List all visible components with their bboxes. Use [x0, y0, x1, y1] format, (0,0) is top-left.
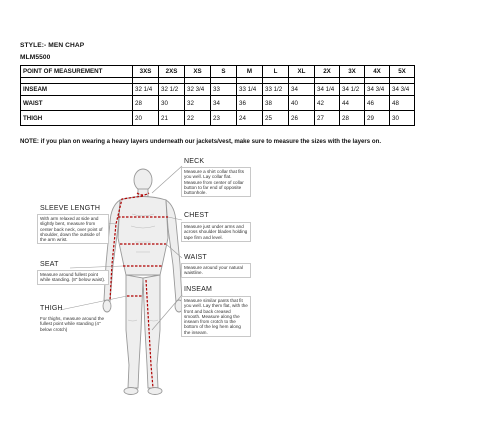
table-cell: 24 [237, 111, 263, 126]
column-header: M [237, 66, 263, 78]
seat-title: SEAT [40, 261, 59, 268]
table-cell: 29 [365, 111, 390, 126]
table-cell: 46 [365, 96, 390, 111]
table-cell: 34 [211, 96, 237, 111]
table-cell: 38 [263, 96, 289, 111]
seat-text: Measure around fullest point while standing. (8" below waist). [40, 272, 106, 283]
thigh-text: For thighs, measure around the fullest point while standing (4" below crotch) [40, 316, 105, 332]
table-cell: 32 3/4 [185, 84, 211, 96]
inseam-title: INSEAM [184, 286, 213, 293]
table-cell: 33 1/2 [263, 84, 289, 96]
row-label: WAIST [21, 96, 133, 111]
column-header: 2X [315, 66, 340, 78]
neck-title: NECK [184, 158, 205, 165]
table-cell: 34 3/4 [365, 84, 390, 96]
waist-text: Measure around your natural waistline. [184, 265, 243, 276]
figure-torso [118, 197, 168, 276]
thigh-title: THIGH [40, 305, 63, 312]
table-cell: 27 [315, 111, 340, 126]
table-cell: 32 1/4 [133, 84, 159, 96]
table-cell: 33 1/4 [237, 84, 263, 96]
neck-instructions [181, 167, 251, 197]
table-cell: 22 [185, 111, 211, 126]
table-cell: 32 1/2 [159, 84, 185, 96]
model-number: MLM5500 [20, 54, 51, 61]
column-header: 3X [340, 66, 365, 78]
column-header: 4X [365, 66, 390, 78]
table-cell: 30 [390, 111, 415, 126]
column-header: L [263, 66, 289, 78]
table-cell: 21 [159, 111, 185, 126]
row-label: INSEAM [21, 84, 133, 96]
column-header: 5X [390, 66, 415, 78]
layering-note: NOTE: if you plan on wearing a heavy layers underneath our jackets/vest, make sure to measure the sizes with the layers on. [20, 138, 382, 145]
inseam-text: Measure similar pants that fit you well. Lay them flat, with the front and back creased smooth. Measure along the inseam from crotch to the bottom of the leg hem along the inseam. [184, 298, 248, 335]
chest-instructions [181, 222, 251, 242]
column-header: XS [185, 66, 211, 78]
table-cell: 26 [289, 111, 315, 126]
table-cell: 44 [340, 96, 365, 111]
neck-text: Measure a shirt collar that fits you well. Lay collar flat. Measure from center of collar button to far end of opposite buttonhole. [184, 169, 244, 196]
sleeve-length-instructions [37, 214, 109, 244]
inseam-instructions [181, 296, 251, 337]
table-cell: 34 [289, 84, 315, 96]
table-cell: 28 [340, 111, 365, 126]
sleeve-length-title: SLEEVE LENGTH [40, 205, 101, 212]
seat-instructions [37, 270, 109, 285]
figure-right-leg [143, 275, 160, 388]
column-header: POINT OF MEASUREMENT [21, 66, 133, 78]
table-cell: 30 [159, 96, 185, 111]
chest-title: CHEST [184, 212, 209, 219]
table-cell: 33 [211, 84, 237, 96]
figure-left-leg [126, 275, 143, 388]
column-header: S [211, 66, 237, 78]
thigh-instructions [37, 314, 109, 334]
chest-text: Measure just under arms and across shoulder blades holding tape firm and level. [184, 224, 248, 240]
table-cell: 48 [390, 96, 415, 111]
table-cell: 40 [289, 96, 315, 111]
sleeve-length-text: With arm relaxed at side and slightly bent, measure from center back neck, over point of shoulder, down the outside of the arm wrist. [40, 216, 103, 243]
column-header: 3XS [133, 66, 159, 78]
table-cell: 34 1/2 [340, 84, 365, 96]
waist-instructions [181, 263, 251, 278]
column-header: 2XS [159, 66, 185, 78]
style-title: STYLE:- MEN CHAP [20, 42, 85, 49]
table-cell: 34 3/4 [390, 84, 415, 96]
column-header: XL [289, 66, 315, 78]
table-cell: 32 [185, 96, 211, 111]
table-cell: 25 [263, 111, 289, 126]
table-cell: 42 [315, 96, 340, 111]
row-label: THIGH [21, 111, 133, 126]
waist-title: WAIST [184, 254, 207, 261]
figure-head [134, 169, 152, 191]
table-cell: 20 [133, 111, 159, 126]
table-cell: 28 [133, 96, 159, 111]
table-cell: 23 [211, 111, 237, 126]
table-cell: 34 1/4 [315, 84, 340, 96]
table-cell: 36 [237, 96, 263, 111]
